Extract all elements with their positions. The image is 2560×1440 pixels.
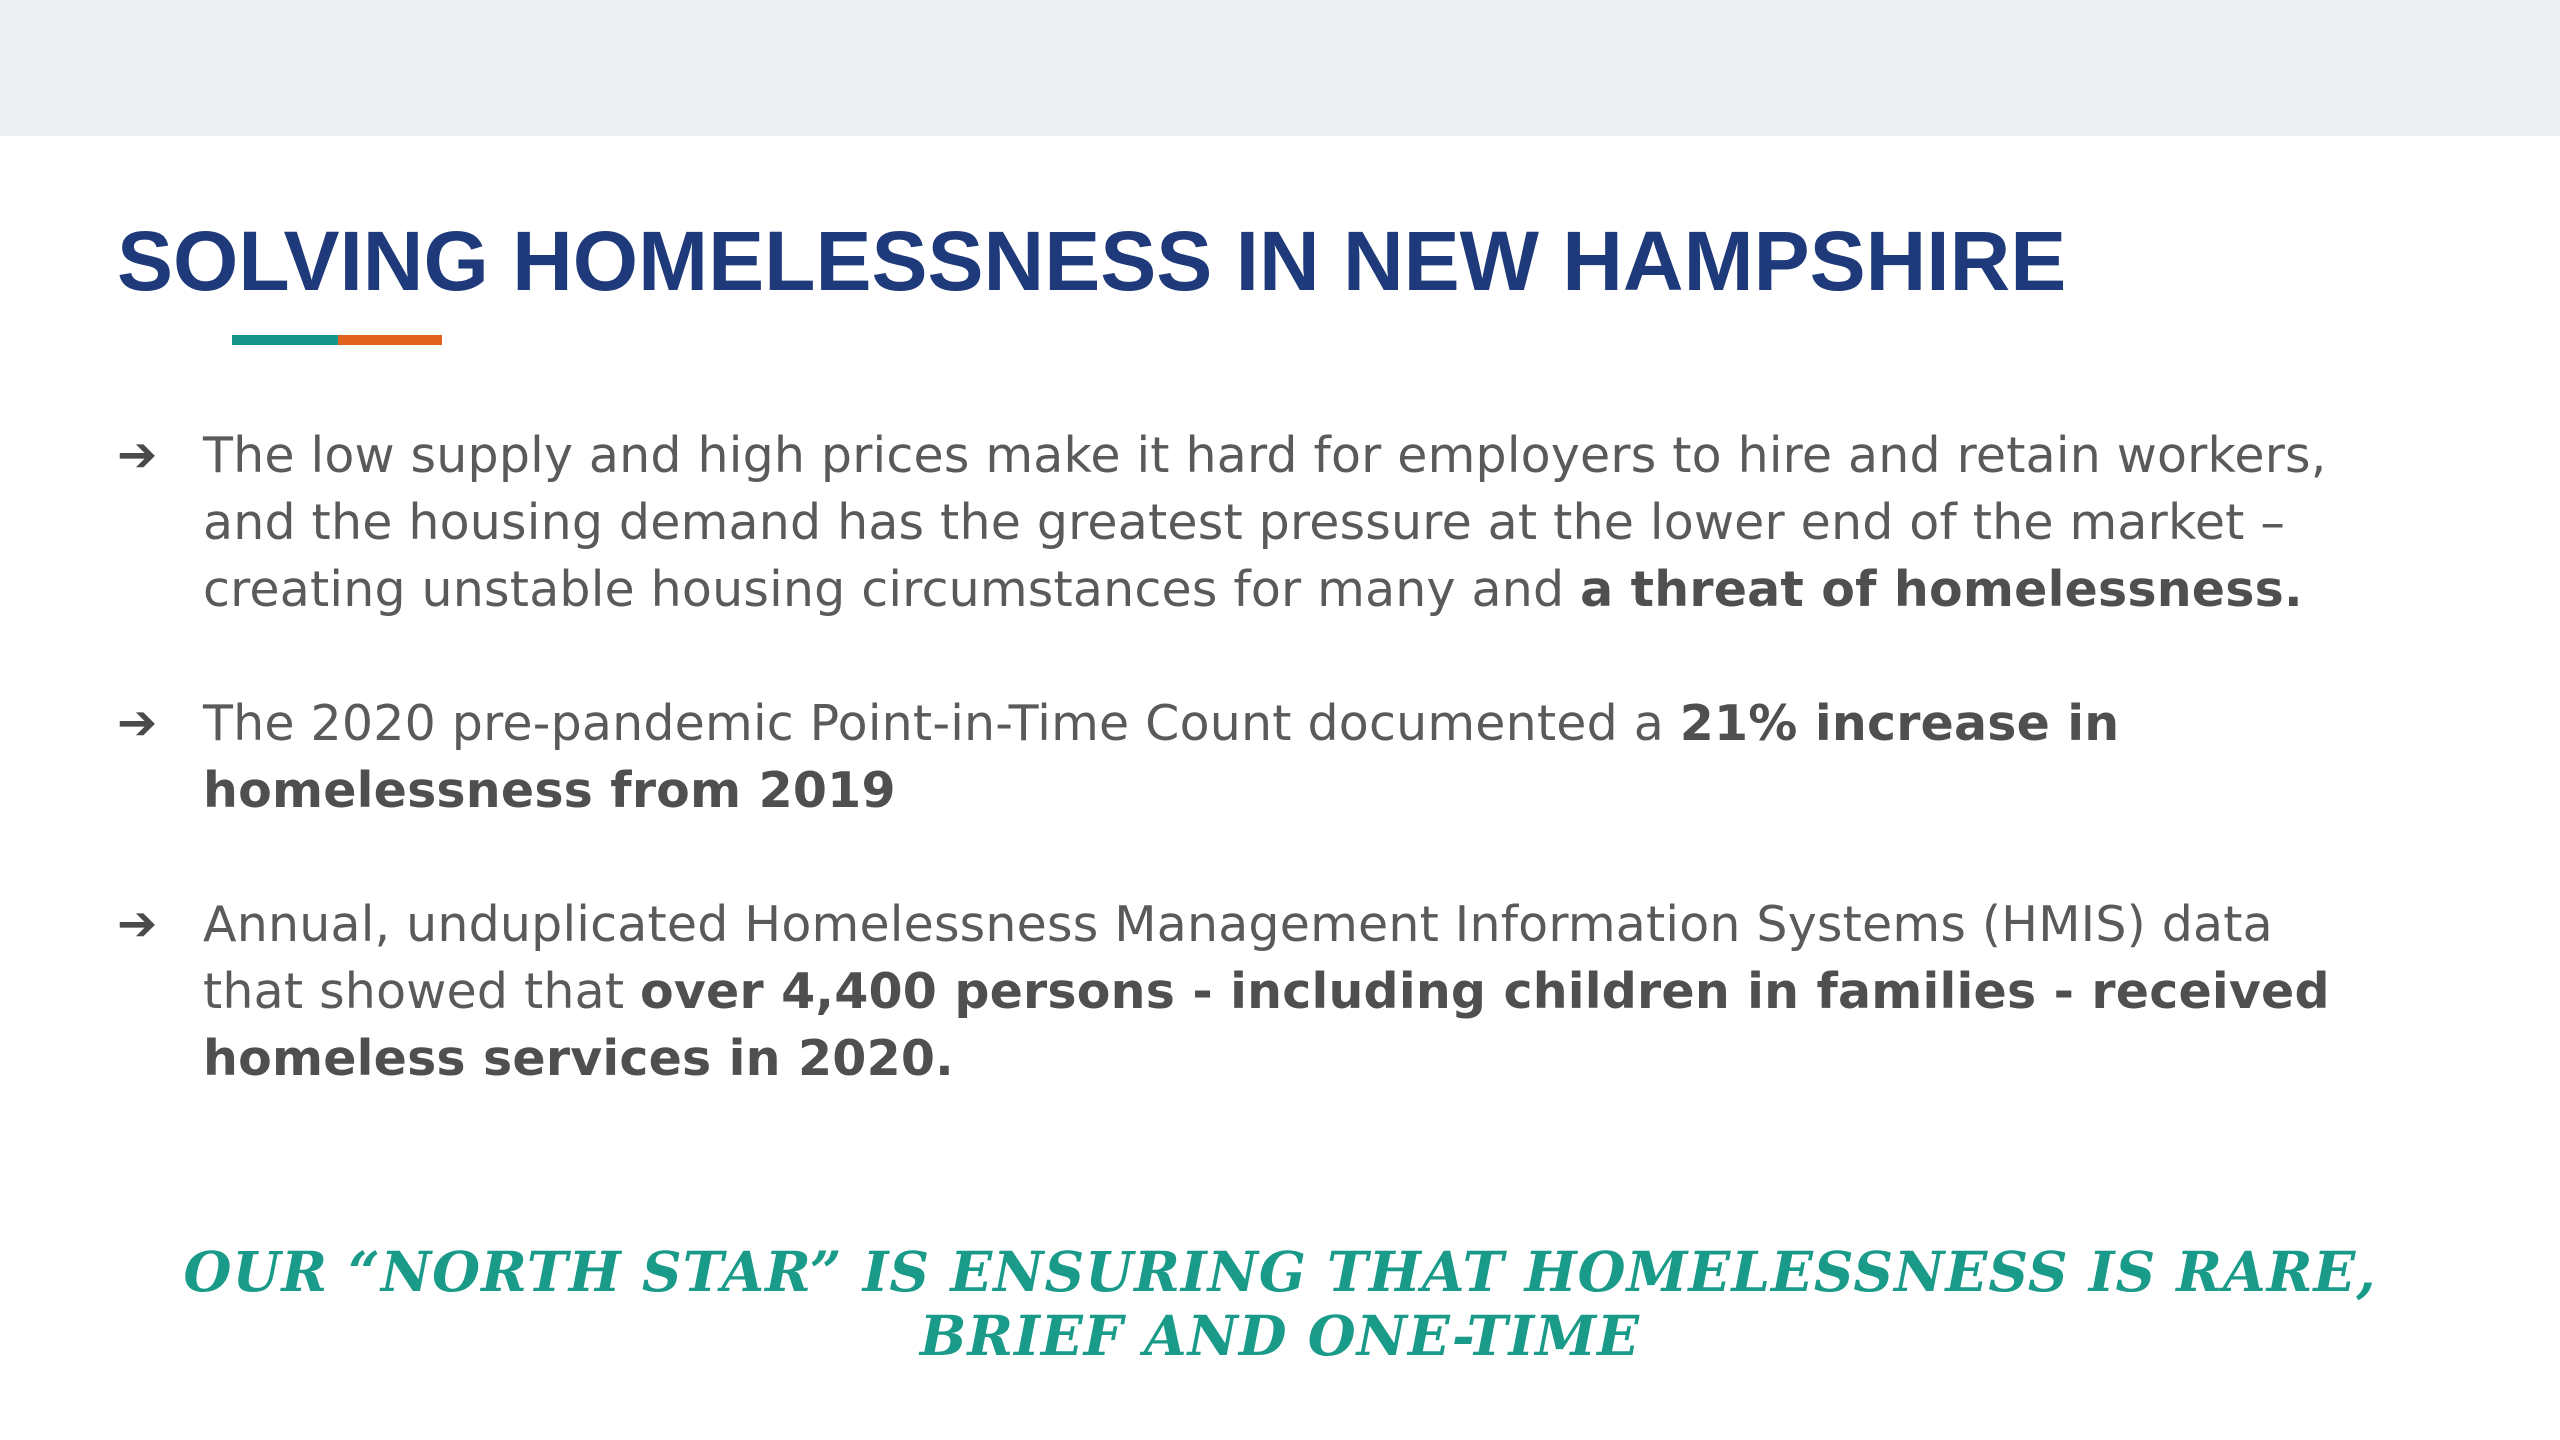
right-arrow-icon: ➔	[117, 896, 158, 952]
slide-title: SOLVING HOMELESSNESS IN NEW HAMPSHIRE	[117, 214, 2067, 308]
bullet-list	[117, 422, 2367, 1092]
bullet-bold-text: a threat of homelessness.	[1580, 561, 2303, 618]
bullet-text: The 2020 pre-pandemic Point-in-Time Count documented a	[203, 695, 1680, 752]
bullet-text: Annual, unduplicated Homelessness Management Information Systems (HMIS) data that showed that	[203, 896, 2273, 1020]
right-arrow-icon: ➔	[117, 695, 158, 751]
title-accent-bar	[232, 335, 442, 345]
north-star-statement: OUR “NORTH STAR” IS ENSURING THAT HOMELESSNESS IS RARE, BRIEF AND ONE-TIME	[183, 1239, 2377, 1368]
accent-orange-segment	[338, 335, 442, 345]
bullet-item	[117, 690, 2367, 824]
slide	[0, 136, 2560, 1440]
accent-teal-segment	[232, 335, 338, 345]
top-band	[0, 0, 2560, 136]
bullet-text: The low supply and high prices make it hard for employers to hire and retain workers, and the housing demand has the greatest pressure at the lower end of the market – creating unstable housing circumstances for many and	[203, 427, 2327, 618]
bullet-bold-text: over 4,400 persons - including children in families - received homeless services in 2020.	[203, 963, 2330, 1087]
bullet-bold-text: 21% increase in homelessness from 2019	[203, 695, 2120, 819]
bullet-item	[117, 891, 2367, 1092]
bullet-item	[117, 422, 2367, 623]
right-arrow-icon: ➔	[117, 427, 158, 483]
